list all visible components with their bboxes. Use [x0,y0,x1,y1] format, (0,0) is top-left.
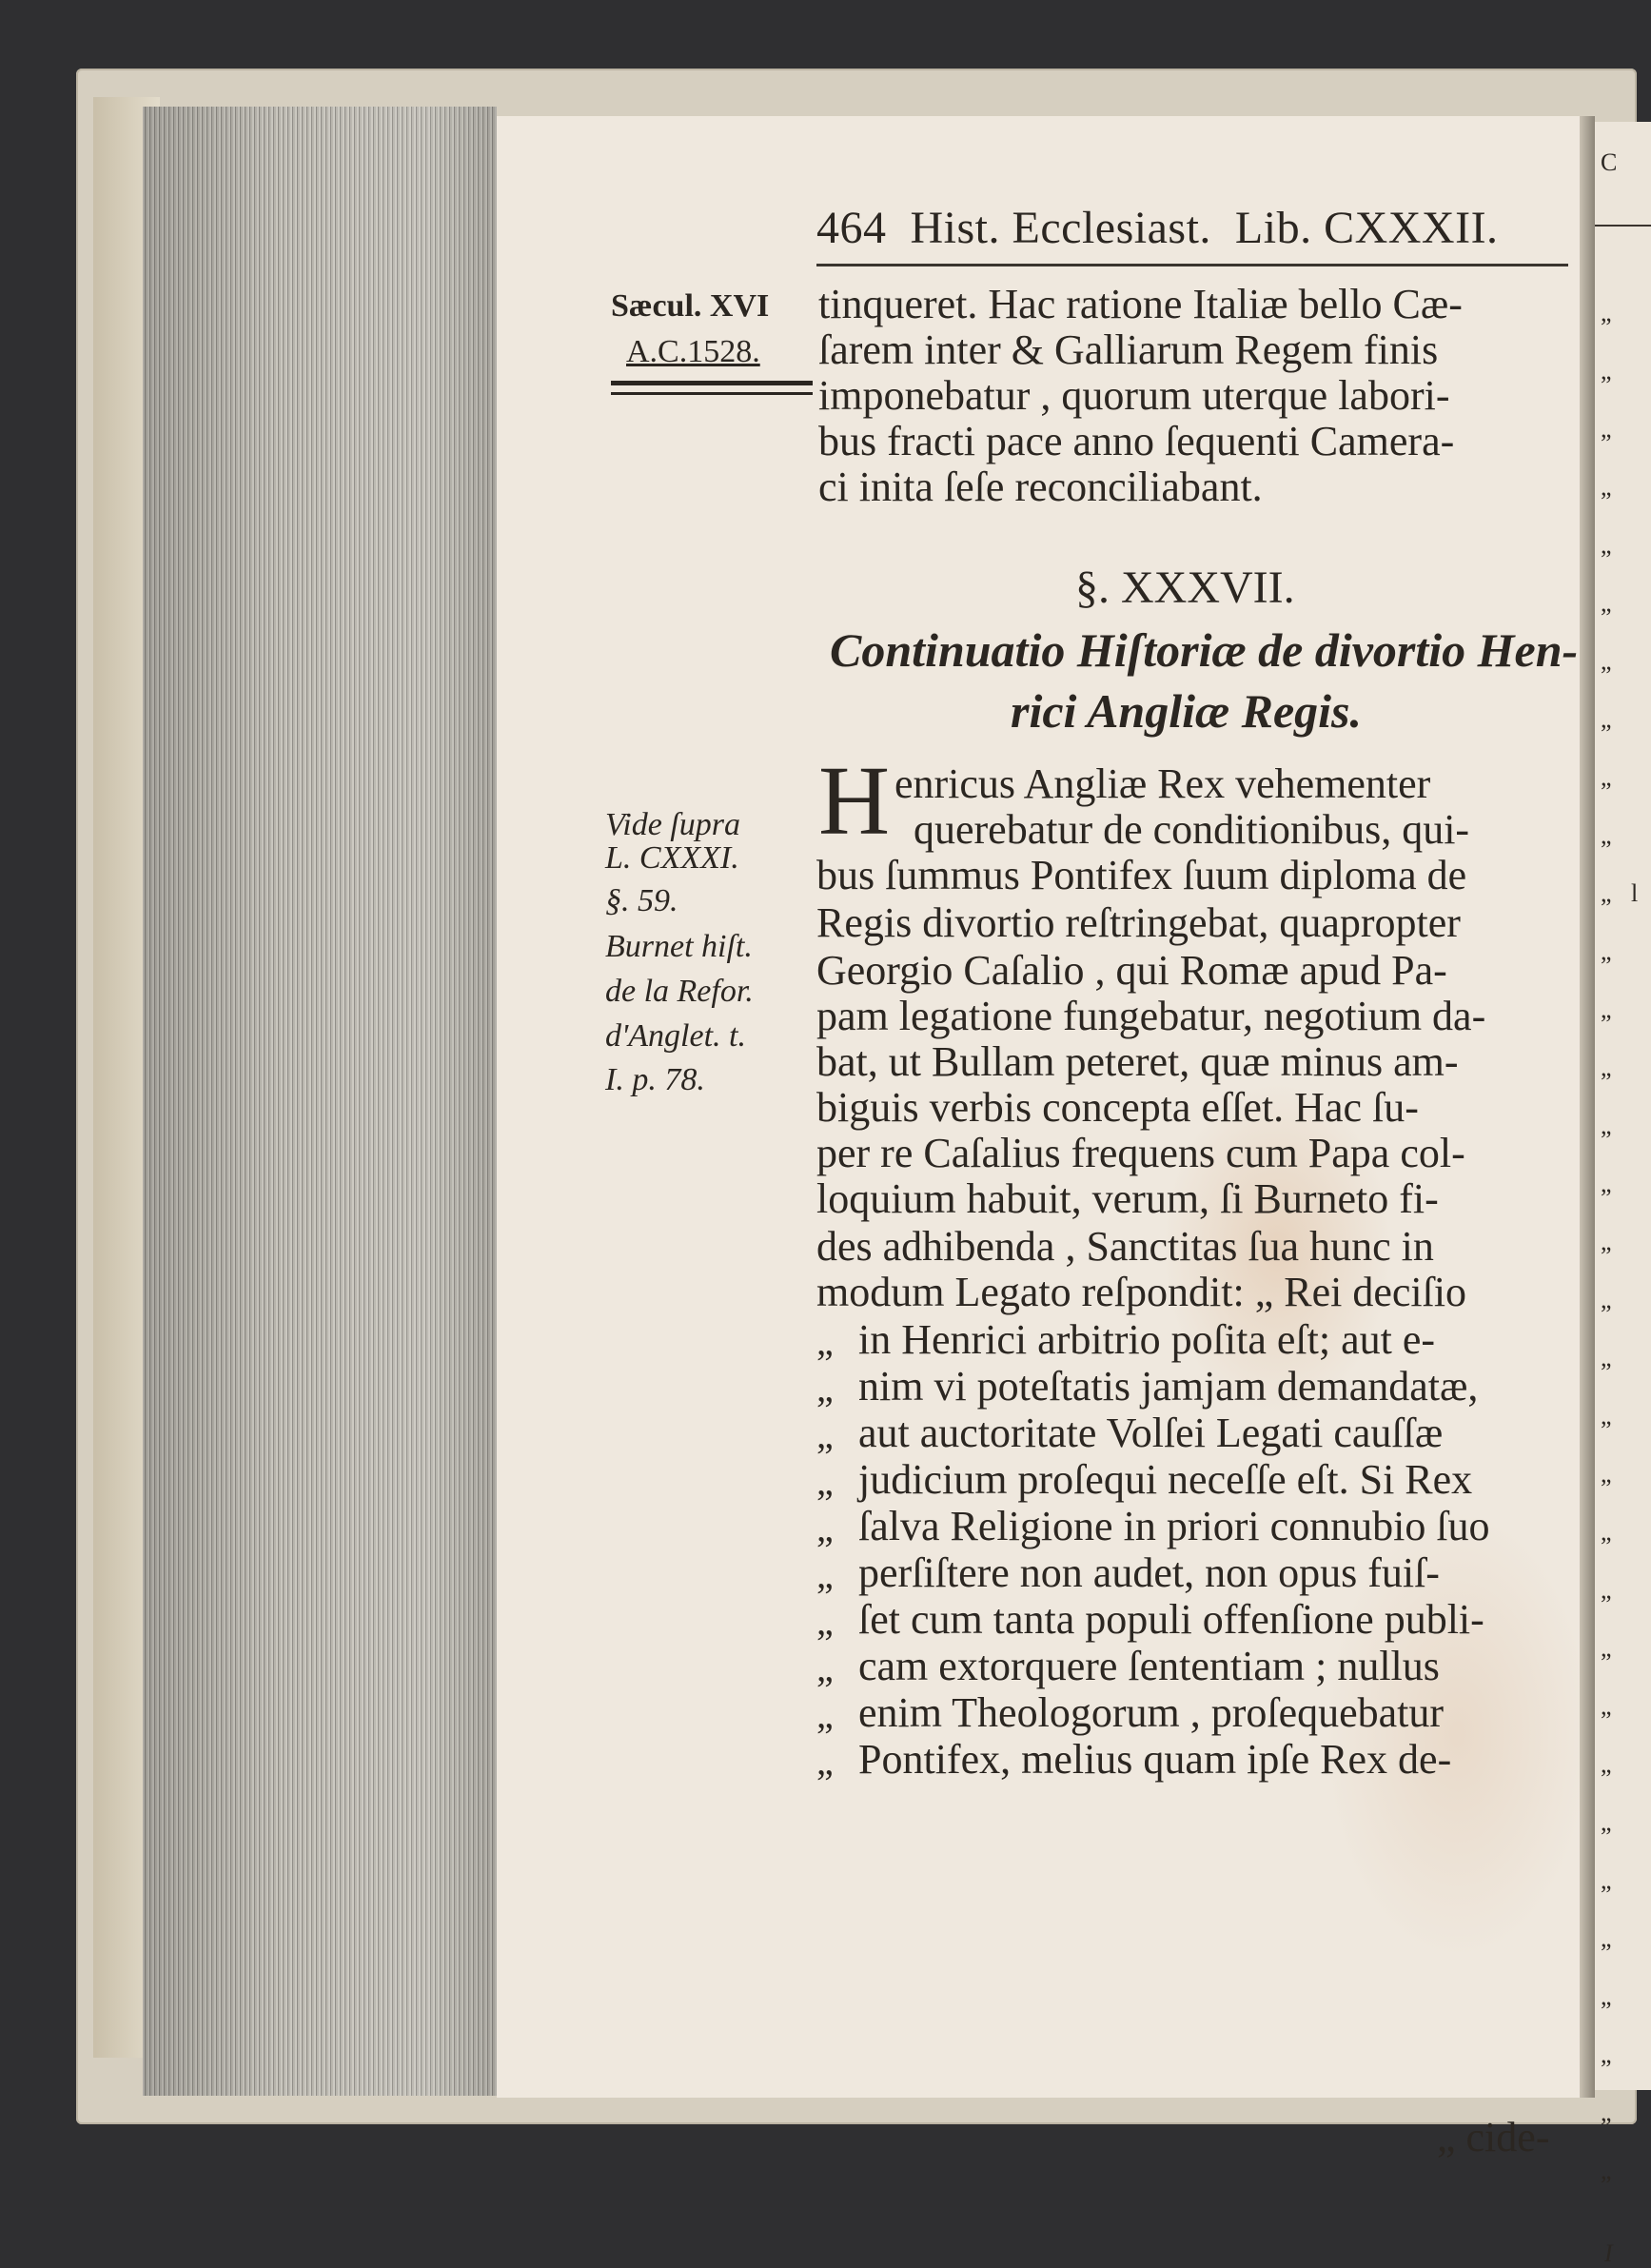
body-line: biguis verbis concepta eſſet. Hac ſu- [816,1084,1419,1131]
quoted-line: judicium proſequi neceſſe eſt. Si Rex [858,1456,1473,1503]
right-page-quote-mark: „ [1601,763,1612,791]
quote-mark: „ [816,1693,834,1736]
quoted-line: Pontifex, melius quam ipſe Rex de- [858,1736,1452,1783]
page-edges-shade [143,107,497,2096]
right-page-quote-mark: „ [1601,1634,1612,1662]
right-page-quote-mark: „ [1601,1170,1612,1197]
drop-cap: H [818,746,891,856]
right-page-quote-mark: „ [1601,1866,1612,1894]
page-number: 464 [816,203,887,253]
right-page-quote-mark: „ [1601,821,1612,849]
quoted-line: aut auctoritate Volſei Legati cauſſæ [858,1410,1444,1456]
margin-reference: L. CXXXI. [605,840,739,876]
body-line: pam legatione fungebatur, negotium da- [816,993,1486,1039]
quoted-line: perſiſtere non audet, non opus fuiſ- [858,1549,1440,1596]
margin-reference: Burnet hiſt. [605,929,753,964]
margin-reference: de la Refor. [605,974,754,1009]
margin-rule-2 [611,392,813,395]
body-line: bat, ut Bullam peteret, quæ minus am- [816,1038,1459,1085]
book-gutter [1580,116,1595,2098]
right-page-quote-mark: „ [1601,879,1612,907]
header-rule [816,264,1568,266]
quote-mark: „ [816,1507,834,1549]
opening-line: ſarem inter & Galliarum Regem finis [818,326,1439,373]
right-page-header-fragment: C [1601,148,1618,176]
section-number: §. XXXVII. [1075,562,1295,613]
margin-reference: I. p. 78. [605,1062,705,1097]
body-line: Georgio Caſalio , qui Romæ apud Pa- [816,947,1447,994]
right-page-quote-mark: „ [1601,1460,1612,1488]
right-page-quote-mark: „ [1601,1924,1612,1952]
body-line: modum Legato reſpondit: „ Rei deciſio [816,1269,1467,1315]
right-page-quote-mark: „ [1601,531,1612,559]
right-page-quote-mark: „ [1601,2099,1612,2126]
right-page-quote-mark: „ [1601,1518,1612,1546]
right-page-quote-mark: „ [1601,1808,1612,1836]
margin-rule-1 [611,381,813,385]
right-page-quote-mark: „ [1601,589,1612,617]
quote-mark: „ [816,1553,834,1596]
quoted-line: ſalva Religione in priori connubio ſuo [858,1503,1490,1549]
right-page-quote-mark: „ [1601,996,1612,1023]
quote-mark: „ [816,1647,834,1689]
quoted-line: enim Theologorum , proſequebatur [858,1689,1445,1736]
right-page-quote-mark: „ [1601,299,1612,326]
margin-reference: Vide ſupra [605,807,740,842]
quote-mark: „ [816,1740,834,1783]
quoted-line: in Henrici arbitrio poſita eſt; aut e- [858,1316,1436,1363]
header-title: Hist. Ecclesiast. [910,203,1211,253]
right-page-quote-mark: „ [1601,2041,1612,2068]
right-page-quote-mark: „ [1601,2157,1612,2184]
running-header [816,202,1499,254]
body-line: bus ſummus Pontifex ſuum diploma de [816,852,1467,898]
right-page-quote-mark: „ [1601,1750,1612,1778]
margin-reference: §. 59. [605,883,678,918]
quote-mark: „ [816,1413,834,1456]
section-title-line-1: Continuatio Hiſtoriæ de divortio Hen- [830,623,1579,677]
right-page-header-rule [1595,225,1651,227]
body-line: des adhibenda , Sanctitas ſua hunc in [816,1223,1434,1270]
right-page-fragment [1595,122,1651,2267]
body-line: querebatur de conditionibus, qui- [914,806,1470,853]
right-page-quote-mark: „ [1601,705,1612,733]
body-line: loquium habuit, verum, ſi Burneto fi- [816,1175,1439,1222]
opening-line: ci inita ſeſe reconciliabant. [818,463,1263,510]
right-page-quote-mark: „ [1601,1286,1612,1313]
quote-mark: „ [816,1320,834,1363]
margin-year: A.C.1528. [626,334,760,369]
right-page-quote-mark: „ [1601,1692,1612,1720]
opening-line: imponebatur , quorum uterque labori- [818,372,1450,419]
body-line: enricus Angliæ Rex vehementer [894,760,1431,807]
quoted-line: cam extorquere ſententiam ; nullus [858,1643,1440,1689]
margin-reference: d'Anglet. t. [605,1018,746,1054]
right-page-quote-mark: „ [1601,1576,1612,1604]
catchword: „ cide- [1437,2114,1550,2160]
quoted-line: ſet cum tanta populi offenſione publi- [858,1596,1484,1643]
right-page-quote-mark: „ [1601,1228,1612,1255]
right-page-quote-mark: „ [1601,1982,1612,2010]
right-page-quote-mark: „ [1601,357,1612,385]
right-page-quote-mark: „ [1601,937,1612,965]
quote-mark: „ [816,1600,834,1643]
opening-line: tinqueret. Hac ratione Italiæ bello Cæ- [818,281,1463,327]
section-title-line-2: rici Angliæ Regis. [1011,684,1363,738]
quoted-line: nim vi poteſtatis jamjam demandatæ, [858,1363,1479,1410]
quote-mark: „ [816,1460,834,1503]
margin-era: Sæcul. XVI [611,288,770,324]
quote-mark: „ [816,1367,834,1410]
right-page-quote-mark: „ [1601,1054,1612,1081]
right-page-quote-mark: „ [1601,1112,1612,1139]
body-line: per re Caſalius frequens cum Papa col- [816,1130,1465,1176]
right-page-quote-mark: „ [1601,473,1612,501]
right-page-fragment: l [1631,879,1639,907]
opening-line: bus fracti pace anno ſequenti Camera- [818,418,1455,464]
header-book: Lib. CXXXII. [1234,203,1499,253]
right-page-bottom-letter: I [1604,2239,1613,2267]
right-page-quote-mark: „ [1601,415,1612,443]
right-page-quote-mark: „ [1601,1402,1612,1430]
body-line: Regis divortio reſtringebat, quapropter [816,899,1461,946]
right-page-quote-mark: „ [1601,647,1612,675]
right-page-quote-mark: „ [1601,1344,1612,1371]
